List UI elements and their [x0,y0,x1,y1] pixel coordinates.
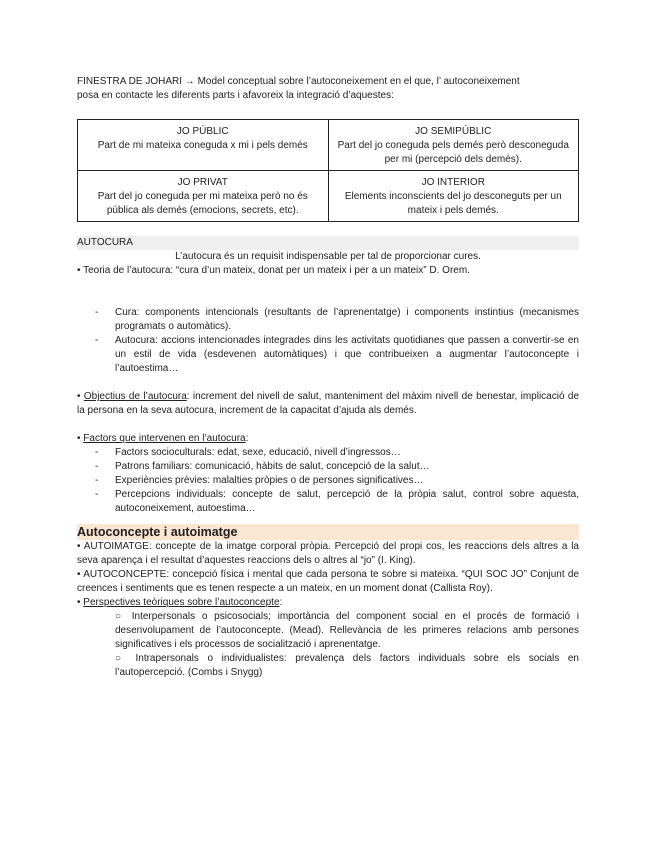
objectius-label: Objectius de l’autocura [83,391,187,402]
dash-marker: - [95,489,99,500]
list-item [77,460,579,474]
jo-privat-title: JO PRIVAT [177,177,228,188]
spacer [77,376,579,390]
cura-list [77,306,579,376]
dash-marker: - [95,475,99,486]
dash-marker: - [95,461,99,472]
johari-table [77,119,579,222]
list-item [77,446,579,460]
cura-definition: Cura: components intencionals (resultants de l’aprenentatge) i components instintius (mecanismes programats o automàtics). [115,307,579,332]
list-item: ○ Interpersonals o psicosocials; importància del component social en el procés de formació i desenvolupament de l’autoconcepte. (Mead). Rellevància de les primeres relacions amb persones significatives i els processos de socialització i aprenentatge. [115,611,579,650]
factor-text: Percepcions individuals: concepte de salut, percepció de la pròpia salut, control sobre aquesta, autoconeixement, autoestima… [115,489,579,514]
autocura-subtitle: L’autocura és un requisit indispensable per tal de proporcionar cures. [175,251,481,262]
factors-heading [77,432,579,446]
intro-line-1: FINESTRA DE JOHARI → Model conceptual sobre l’autoconeixement en el que, l’ autoconeixement [77,76,520,87]
spacer [77,418,579,432]
list-item: ○ Intrapersonals o individualistes: prevalença dels factors individuals sobre els socials en l’autopercepció. (Combs i Snygg) [115,653,579,678]
perspectives-colon: : [279,597,283,608]
jo-interior-text: Elements inconscients del jo desconeguts per un mateix i pels demés. [344,191,562,216]
list-item [77,306,579,334]
spacer [77,278,579,306]
perspectives-label: Perspectives teòriques sobre l’autoconcepte [83,597,280,608]
factors-label: Factors que intervenen en l’autocura [83,433,246,444]
jo-public-title: JO PÚBLIC [176,126,229,137]
jo-semipublic-title: JO SEMIPÚBLIC [415,126,492,137]
jo-privat-cell [78,171,329,222]
objectius-text: : increment del nivell de salut, manteniment del màxim nivell de benestar, implicació de la persona en la seva autocura, increment de la capacitat d’ajuda als demés. [77,391,580,416]
document-page [77,75,579,680]
factors-colon: : [245,433,249,444]
jo-public-text: Part de mi mateixa coneguda x mi i pels demés [97,140,308,151]
perspectives-heading [77,596,579,610]
dash-marker: - [95,447,99,458]
johari-intro [77,75,579,103]
objectius-paragraph [77,390,579,418]
autoconcepte-paragraph: • AUTOCONCEPTE: concepció física i mental que cada persona te sobre si mateixa. “QUI SOC JO” Conjunt de creences i sentiments que es tenen respecte a un mateix, en un moment donat (Callista Roy). [77,569,579,594]
autocura-definition: Autocura: accions intencionades integrades dins les activitats quotidianes que passen a convertir-se en un estil de vida (esdevenen automàtiques) i que contribueixen a augmentar l’autoconcepte i l’autoestima… [115,335,579,374]
jo-interior-title: JO INTERIOR [421,177,485,188]
teoria-autocura: • Teoria de l’autocura: “cura d’un mateix, donat per un mateix i per a un mateix” D. Orem. [77,265,470,276]
jo-semipublic-cell [328,120,579,171]
list-item [77,488,579,516]
list-item [77,474,579,488]
jo-public-cell [78,120,329,171]
objectius-bullet: • [77,391,84,402]
dash-marker: - [95,307,99,318]
factor-text: Patrons familiars: comunicació, hàbits de salut, concepció de la salut… [115,461,430,472]
list-item [77,334,579,376]
autocura-heading: AUTOCURA [77,236,579,250]
dash-marker: - [95,335,99,346]
autoconcepte-heading: Autoconcepte i autoimatge [77,524,579,540]
jo-semipublic-text: Part del jo coneguda pels demés però desconeguda per mi (percepció dels demés). [337,140,569,165]
autoimatge-paragraph: • AUTOIMATGE: concepte de la imatge corporal pròpia. Percepció del propi cos, les reaccions dels altres a la seva aparença i el resultat d’aquestes reaccions dels o altres al “jo” (I. King). [77,541,579,566]
factors-list [77,446,579,516]
intro-line-2: posa en contacte les diferents parts i afavoreix la integració d’aquestes: [77,90,394,101]
jo-interior-cell [328,171,579,222]
perspectives-list [77,610,579,680]
perspectives-bullet: • [77,597,84,608]
factor-text: Factors socioculturals: edat, sexe, educació, nivell d’ingressos… [115,447,401,458]
factors-bullet: • [77,433,84,444]
factor-text: Experiències prèvies: malalties pròpies o de persones significatives… [115,475,424,486]
jo-privat-text: Part del jo coneguda per mi mateixa però no és pública als demés (emocions, secrets, etc). [97,191,308,216]
